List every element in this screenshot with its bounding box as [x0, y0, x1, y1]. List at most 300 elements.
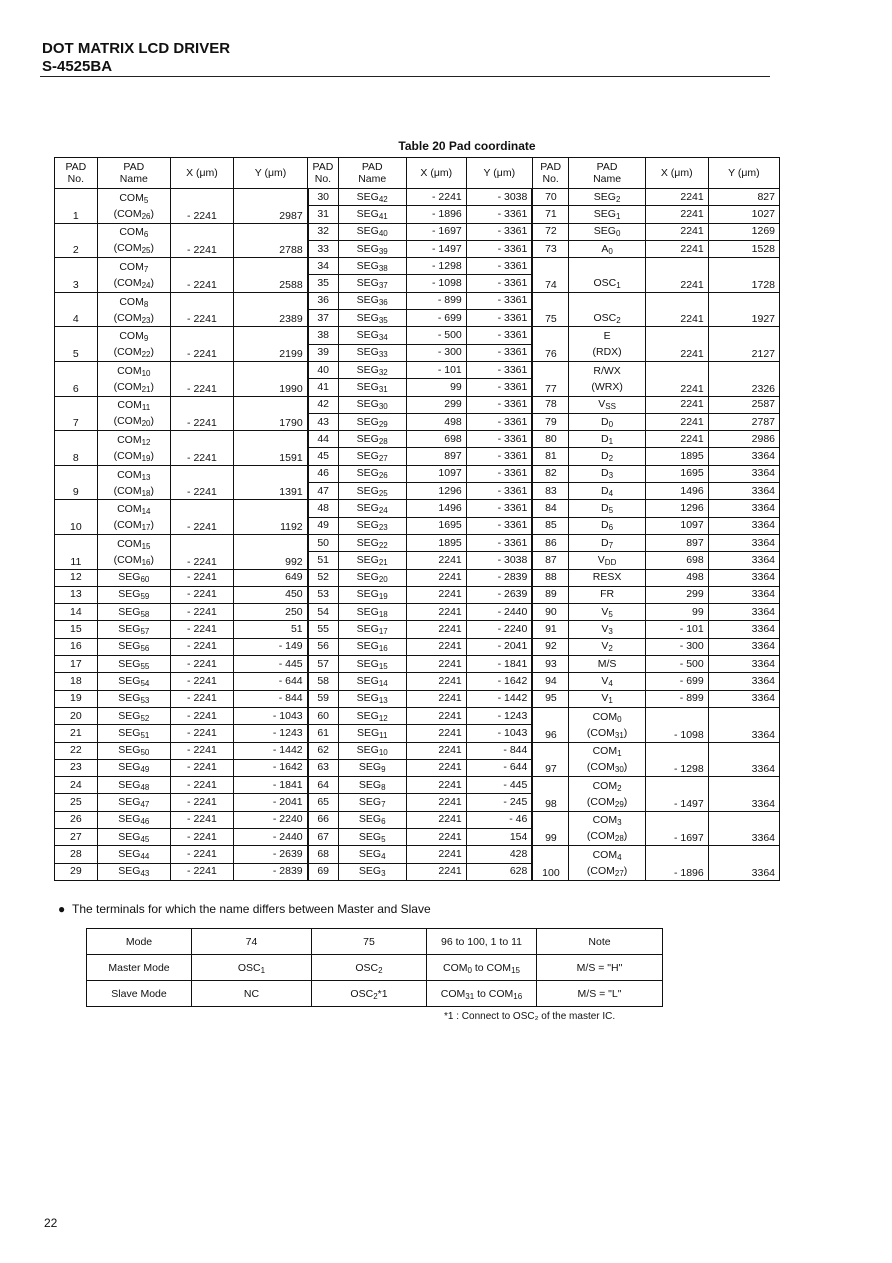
- header-rule: [40, 76, 770, 77]
- pad-y: 2326: [708, 361, 779, 396]
- column-header: [308, 158, 339, 189]
- pad-name-base: ): [150, 242, 154, 255]
- pad-name-sub: 18: [141, 488, 151, 498]
- pad-no: 30: [308, 189, 339, 206]
- pad-x: - 2241: [170, 258, 233, 293]
- pad-no: 93: [532, 656, 569, 673]
- pad-no: 94: [532, 673, 569, 690]
- pad-name: [569, 189, 645, 206]
- pad-no: 58: [308, 673, 339, 690]
- pad-no: 71: [532, 206, 569, 223]
- mode-cell: [427, 955, 537, 981]
- pad-no: 48: [308, 500, 339, 517]
- table-row: [55, 431, 780, 448]
- pad-name-sub: 23: [378, 523, 388, 533]
- pad-name-sub: 36: [378, 298, 388, 308]
- pad-x: 1296: [406, 483, 466, 500]
- pad-name-line1: E: [603, 330, 611, 343]
- pad-x: - 899: [406, 292, 466, 309]
- column-header: X (μm): [170, 158, 233, 189]
- pad-name-line1: [101, 397, 167, 413]
- pad-y: - 2839: [466, 569, 532, 586]
- pad-no: 49: [308, 517, 339, 534]
- pad-name-sub: 42: [378, 194, 388, 204]
- pad-x: 2241: [406, 586, 466, 603]
- pad-name: [97, 863, 170, 880]
- pad-name-base: ): [150, 449, 154, 462]
- pad-name-sub: 4: [608, 488, 614, 498]
- pad-no: 82: [532, 465, 569, 482]
- pad-y: - 445: [466, 777, 532, 794]
- pad-name-base: D: [601, 415, 609, 428]
- pad-name: [97, 742, 170, 759]
- pad-name-base: SEG: [356, 363, 379, 376]
- pad-x: - 1298: [645, 742, 708, 777]
- column-header: X (μm): [645, 158, 708, 189]
- pad-name-line2: [572, 863, 641, 879]
- pad-name-sub: 12: [378, 713, 388, 723]
- pad-x: - 2241: [170, 673, 233, 690]
- pad-name-base: SEG: [118, 709, 141, 722]
- pad-name-base: V: [601, 692, 609, 705]
- pad-name: [338, 552, 406, 569]
- pad-no: 44: [308, 431, 339, 448]
- pad-name-base: ): [150, 519, 154, 532]
- pad-no: 78: [532, 396, 569, 413]
- pad-name: [338, 586, 406, 603]
- pad-y: 3364: [708, 621, 779, 638]
- pad-y: - 2240: [233, 811, 307, 828]
- mode-cell-sub: 15: [511, 965, 520, 975]
- pad-y: 628: [466, 863, 532, 880]
- pad-x: - 101: [645, 621, 708, 638]
- pad-name: [569, 465, 645, 482]
- pad-no: 33: [308, 240, 339, 257]
- pad-name-line1: [572, 709, 641, 725]
- pad-name-base: SEG: [358, 813, 382, 826]
- pad-name: [338, 534, 406, 551]
- header-title: DOT MATRIX LCD DRIVER: [42, 40, 231, 57]
- pad-name-sub: 41: [378, 211, 388, 221]
- pad-x: - 2241: [170, 846, 233, 863]
- pad-no: 84: [532, 500, 569, 517]
- pad-name-sub: 20: [378, 575, 388, 585]
- pad-x: - 2241: [170, 707, 233, 724]
- pad-name-base: ): [623, 795, 628, 808]
- pad-x: - 1497: [406, 240, 466, 257]
- pad-name-line2: [572, 344, 641, 360]
- pad-y: 1591: [233, 431, 307, 466]
- pad-y: - 3361: [466, 534, 532, 551]
- pad-name-base: ): [150, 380, 154, 393]
- pad-name-base: (COM: [113, 380, 142, 393]
- pad-x: - 1098: [406, 275, 466, 292]
- pad-name-base: V: [597, 553, 605, 566]
- column-header-line: PAD: [540, 161, 562, 173]
- pad-name-sub: 46: [140, 817, 150, 827]
- pad-y: - 3361: [466, 500, 532, 517]
- mode-cell-sub: 1: [260, 965, 266, 975]
- column-header-line: Name: [593, 173, 622, 185]
- pad-name-line2: [101, 240, 167, 256]
- pad-x: 1895: [645, 448, 708, 465]
- pad-x: - 699: [645, 673, 708, 690]
- pad-name-sub: 40: [378, 229, 388, 239]
- pad-name-base: SEG: [118, 588, 141, 601]
- table-row: [55, 777, 780, 794]
- pad-name: [97, 292, 170, 327]
- pad-no: 54: [308, 604, 339, 621]
- pad-x: - 2241: [170, 396, 233, 431]
- pad-y: 2588: [233, 258, 307, 293]
- pad-name: [97, 846, 170, 863]
- mode-header-cell: 96 to 100, 1 to 11: [427, 929, 537, 955]
- pad-x: - 2241: [170, 534, 233, 569]
- pad-no: 68: [308, 846, 339, 863]
- pad-x: 1496: [645, 483, 708, 500]
- pad-name-sub: 7: [143, 264, 149, 274]
- pad-name: [97, 777, 170, 794]
- pad-y: 3364: [708, 673, 779, 690]
- pad-name-line2: [572, 794, 641, 810]
- pad-name-line2: [101, 448, 167, 464]
- pad-y: 1391: [233, 465, 307, 500]
- pad-name: [338, 396, 406, 413]
- pad-x: - 1896: [645, 846, 708, 881]
- pad-y: - 3361: [466, 517, 532, 534]
- pad-y: 3364: [708, 517, 779, 534]
- pad-name-base: SEG: [356, 398, 379, 411]
- table-caption: Table 20 Pad coordinate: [398, 139, 536, 153]
- pad-x: - 699: [406, 310, 466, 327]
- pad-name-sub: 59: [140, 592, 150, 602]
- pad-y: - 2041: [466, 638, 532, 655]
- pad-name-base: V: [601, 640, 609, 653]
- mode-cell: [192, 981, 312, 1007]
- pad-no: 1: [55, 189, 98, 224]
- pad-name-line2: [101, 517, 167, 533]
- pad-name-line2: [572, 828, 641, 844]
- pad-name-sub: 1: [616, 280, 621, 290]
- column-header-line: PAD: [65, 161, 87, 173]
- pad-y: 154: [466, 828, 532, 845]
- pad-name-base: (WRX): [591, 380, 623, 393]
- pad-no: 66: [308, 811, 339, 828]
- pad-name-sub: 5: [143, 195, 149, 205]
- pad-name-sub: 0: [608, 246, 613, 256]
- pad-name-base: (COM: [586, 830, 615, 843]
- pad-name-base: SEG: [356, 450, 379, 463]
- mode-cell: Slave Mode: [87, 981, 192, 1007]
- pad-name-base: COM: [119, 191, 144, 204]
- pad-x: 2241: [406, 638, 466, 655]
- mode-row: [87, 981, 663, 1007]
- terminal-note: [58, 902, 431, 916]
- pad-name-sub: 15: [141, 541, 151, 551]
- pad-name-sub: 25: [378, 488, 388, 498]
- pad-x: - 1098: [645, 707, 708, 742]
- pad-name-base: D: [601, 450, 609, 463]
- pad-name: [338, 310, 406, 327]
- pad-no: 81: [532, 448, 569, 465]
- pad-x: 1895: [406, 534, 466, 551]
- pad-name-base: SEG: [356, 329, 379, 342]
- column-header: [97, 158, 170, 189]
- column-header-line: PAD: [361, 161, 383, 173]
- pad-name-sub: 11: [379, 730, 388, 740]
- mode-header-cell: 74: [192, 929, 312, 955]
- pad-name-base: SEG: [356, 242, 379, 255]
- pad-y: 3364: [708, 569, 779, 586]
- pad-no: 51: [308, 552, 339, 569]
- pad-name-sub: 8: [143, 299, 149, 309]
- pad-name-base: COM: [592, 710, 618, 723]
- pad-name-base: SEG: [356, 726, 380, 739]
- pad-y: 2587: [708, 396, 779, 413]
- pad-name-base: COM: [592, 745, 618, 758]
- pad-name-line1: [572, 743, 641, 759]
- pad-y: - 3361: [466, 258, 532, 275]
- mode-cell-sub: 2: [378, 965, 383, 975]
- pad-name-sub: 28: [378, 436, 388, 446]
- pad-name-base: COM: [592, 814, 618, 827]
- pad-name: [338, 794, 406, 811]
- pad-name-sub: 24: [378, 505, 388, 515]
- pad-name-base: SEG: [358, 778, 382, 791]
- pad-y: 1990: [233, 361, 307, 396]
- pad-name-base: COM: [117, 399, 142, 412]
- table-row: [55, 846, 780, 863]
- pad-name-line1: [572, 847, 641, 863]
- pad-name-sub: 15: [378, 661, 388, 671]
- pad-name: [338, 690, 406, 707]
- pad-name: [338, 759, 406, 776]
- pad-name-sub: 2: [608, 454, 614, 464]
- pad-x: - 1298: [406, 258, 466, 275]
- table-row: [55, 604, 780, 621]
- pad-name-base: SEG: [118, 692, 141, 705]
- column-header: Y (μm): [233, 158, 307, 189]
- pad-name: [97, 725, 170, 742]
- pad-name: [338, 656, 406, 673]
- pad-x: 99: [406, 379, 466, 396]
- pad-x: 2241: [406, 828, 466, 845]
- pad-name-base: SEG: [356, 415, 379, 428]
- pad-no: 91: [532, 621, 569, 638]
- pad-name-sub: DD: [604, 557, 617, 567]
- pad-x: - 2241: [170, 638, 233, 655]
- pad-name: [338, 379, 406, 396]
- pad-name-base: SEG: [356, 501, 379, 514]
- pad-no: 88: [532, 569, 569, 586]
- pad-no: 8: [55, 431, 98, 466]
- table-row: [55, 586, 780, 603]
- pad-name-line2: [572, 379, 641, 395]
- column-header: [338, 158, 406, 189]
- pad-y: 3364: [708, 534, 779, 551]
- pad-name: [338, 448, 406, 465]
- pad-name-line1: [101, 294, 167, 310]
- pad-y: 3364: [708, 707, 779, 742]
- pad-name: [97, 707, 170, 724]
- pad-name: [569, 206, 645, 223]
- pad-name-sub: 22: [141, 350, 151, 360]
- pad-name-sub: 55: [140, 661, 150, 671]
- pad-x: 897: [645, 534, 708, 551]
- pad-y: - 2240: [466, 621, 532, 638]
- pad-name-sub: 32: [378, 367, 388, 377]
- mode-cell-base: COM: [440, 987, 466, 1000]
- pad-name: [569, 327, 645, 362]
- pad-x: - 1497: [645, 777, 708, 812]
- pad-y: 3364: [708, 777, 779, 812]
- mode-cell-sub: 0: [467, 965, 472, 975]
- pad-name-base: ): [150, 276, 154, 289]
- pad-name-base: SEG: [593, 190, 616, 203]
- pad-name-base: D: [601, 536, 609, 549]
- pad-name-sub: 27: [614, 869, 624, 879]
- pad-name-line1: [101, 501, 167, 517]
- pad-name-base: COM: [117, 537, 142, 550]
- pad-name-line1: [572, 812, 641, 828]
- pad-x: - 2241: [170, 811, 233, 828]
- pad-name-base: SEG: [356, 259, 379, 272]
- pad-y: 3364: [708, 500, 779, 517]
- pad-name-sub: 43: [140, 869, 150, 879]
- pad-name-base: SEG: [356, 432, 379, 445]
- pad-no: 99: [532, 811, 569, 846]
- pad-name-base: SEG: [356, 605, 379, 618]
- pad-name-base: D: [601, 501, 609, 514]
- pad-y: 2986: [708, 431, 779, 448]
- pad-x: - 2241: [170, 465, 233, 500]
- pad-no: 38: [308, 327, 339, 344]
- pad-no: 79: [532, 413, 569, 430]
- pad-name: [569, 621, 645, 638]
- pad-name-base: SEG: [593, 207, 616, 220]
- pad-x: - 2241: [406, 189, 466, 206]
- pad-name-base: SEG: [593, 225, 616, 238]
- pad-name-base: SEG: [356, 294, 379, 307]
- pad-name: [97, 794, 170, 811]
- pad-name: [97, 673, 170, 690]
- pad-no: 96: [532, 707, 569, 742]
- pad-name-line2: [572, 759, 641, 775]
- pad-no: 43: [308, 413, 339, 430]
- mode-cell: [312, 981, 427, 1007]
- pad-y: - 2639: [466, 586, 532, 603]
- pad-no: 21: [55, 725, 98, 742]
- pad-name-base: (COM: [586, 865, 615, 878]
- pad-name: [97, 534, 170, 569]
- pad-name: [97, 396, 170, 431]
- pad-x: 299: [406, 396, 466, 413]
- pad-x: 2241: [406, 742, 466, 759]
- pad-x: 2241: [645, 413, 708, 430]
- pad-name-base: SEG: [358, 761, 382, 774]
- mode-cell-base: COM: [443, 961, 468, 974]
- pad-y: - 1243: [233, 725, 307, 742]
- pad-name-base: (COM: [113, 346, 142, 359]
- pad-name-base: D: [601, 432, 609, 445]
- pad-x: - 2241: [170, 223, 233, 258]
- pad-name: [569, 413, 645, 430]
- pad-x: - 300: [406, 344, 466, 361]
- pad-name-base: SEG: [356, 484, 379, 497]
- mode-header-cell: Note: [537, 929, 663, 955]
- pad-name-sub: 5: [608, 505, 614, 515]
- pad-name: [569, 431, 645, 448]
- pad-y: 649: [233, 569, 307, 586]
- pad-no: 29: [55, 863, 98, 880]
- pad-name-base: ): [150, 553, 154, 566]
- pad-name-sub: 3: [608, 627, 613, 637]
- pad-y: 1269: [708, 223, 779, 240]
- pad-name-sub: 33: [378, 350, 388, 360]
- table-row: [55, 690, 780, 707]
- pad-y: 51: [233, 621, 307, 638]
- pad-name: [338, 240, 406, 257]
- pad-name-base: (COM: [113, 553, 142, 566]
- pad-name-sub: 25: [141, 246, 151, 256]
- pad-y: - 3361: [466, 206, 532, 223]
- pad-name-base: SEG: [358, 865, 382, 878]
- pad-y: - 3361: [466, 379, 532, 396]
- pad-name: [569, 361, 645, 396]
- pad-x: - 2241: [170, 292, 233, 327]
- pad-no: 100: [532, 846, 569, 881]
- pad-name-base: SEG: [118, 796, 141, 809]
- pad-name: [97, 621, 170, 638]
- pad-y: - 3361: [466, 327, 532, 344]
- pad-name-base: (COM: [113, 484, 142, 497]
- pad-name: [569, 811, 645, 846]
- pad-no: 63: [308, 759, 339, 776]
- pad-no: 23: [55, 759, 98, 776]
- pad-x: 1695: [406, 517, 466, 534]
- pad-name-sub: 2: [608, 644, 613, 654]
- column-header: X (μm): [406, 158, 466, 189]
- table-row: [55, 500, 780, 517]
- pad-name-line1: [101, 363, 167, 379]
- pad-y: - 2639: [233, 846, 307, 863]
- pad-name-base: SEG: [356, 519, 379, 532]
- pad-name: [97, 656, 170, 673]
- pad-x: 2241: [645, 396, 708, 413]
- pad-y: 827: [708, 189, 779, 206]
- pad-x: - 2241: [170, 361, 233, 396]
- pad-name-sub: 10: [378, 748, 388, 758]
- pad-no: 34: [308, 258, 339, 275]
- pad-name-sub: 6: [381, 817, 386, 827]
- pad-x: 2241: [406, 673, 466, 690]
- pad-name-base: M/S: [597, 657, 617, 670]
- mode-row: [87, 955, 663, 981]
- pad-name-base: SEG: [118, 813, 141, 826]
- pad-name-base: (COM: [586, 795, 615, 808]
- pad-name: [569, 448, 645, 465]
- pad-name-base: (COM: [113, 449, 142, 462]
- pad-name-sub: 8: [381, 782, 386, 792]
- pad-x: 2241: [406, 863, 466, 880]
- pad-name-base: A: [601, 242, 609, 255]
- table-row: [55, 742, 780, 759]
- pad-name-base: ): [150, 207, 154, 220]
- pad-y: - 1841: [466, 656, 532, 673]
- pad-y: - 3361: [466, 240, 532, 257]
- bullet-icon: ●: [58, 902, 66, 916]
- pad-no: 55: [308, 621, 339, 638]
